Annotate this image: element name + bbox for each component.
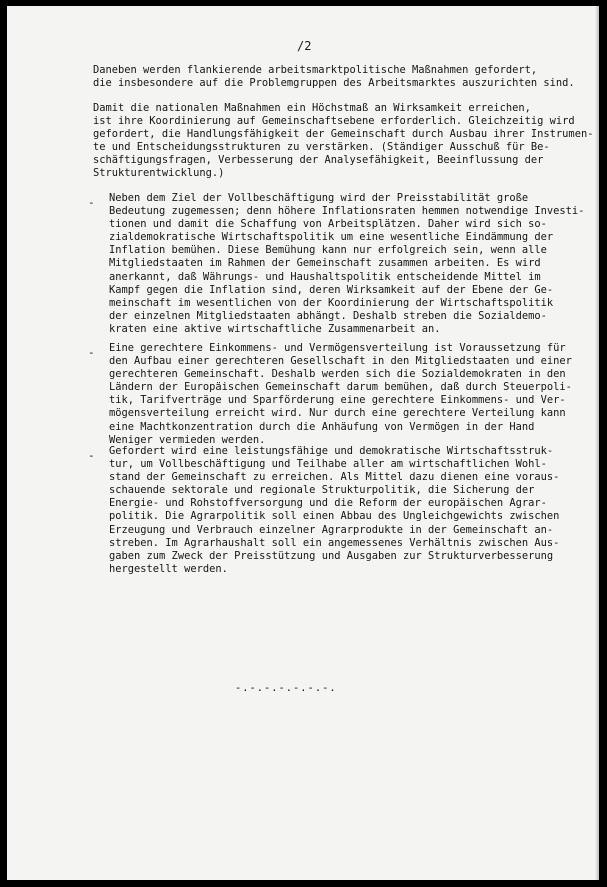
paragraph	[109, 445, 599, 576]
text-line: Kampf gegen die Inflation sind, deren Wirksamkeit auf der Ebene der Ge-	[109, 283, 554, 296]
text-line: tur, um Vollbeschäftigung und Teilhabe aller am wirtschaftlichen Wohl-	[109, 458, 547, 471]
text-line: Gefordert wird eine leistungsfähige und demokratische Wirtschaftsstruk-	[109, 445, 554, 457]
text-line: te und Entscheidungsstrukturen zu verstärken. (Ständiger Ausschuß für Be-	[93, 141, 550, 154]
text-line: mögensverteilung erreicht wird. Nur durch eine gerechtere Verteilung kann	[109, 407, 566, 420]
text-line: kraten eine aktive wirtschaftliche Zusammenarbeit an.	[109, 322, 441, 335]
page-number: /2	[297, 39, 312, 53]
text-line: ist ihre Koordinierung auf Gemeinschaftsebene erforderlich. Gleichzeitig wird	[93, 115, 575, 128]
text-line: hergestellt werden.	[109, 562, 228, 575]
text-line: Bedeutung zugemessen; denn höhere Inflationsraten hemmen notwendige Investi-	[109, 205, 585, 218]
text-line: Neben dem Ziel der Vollbeschäftigung wird der Preisstabilität große	[109, 192, 529, 204]
text-line: tik, Tarifverträge und Sparförderung eine gerechtere Einkommens- und Ver-	[109, 394, 566, 407]
text-line: Erzeugung und Verbrauch einzelner Agrarprodukte in der Gemeinschaft an-	[109, 523, 554, 536]
text-line: gaben zum Zweck der Preisstützung und Ausgaben zur Strukturverbesserung	[109, 549, 554, 562]
text-line: schäftigungsfragen, Verbesserung der Analysefähigkeit, Beeinflussung der	[93, 154, 544, 167]
paragraph	[109, 342, 599, 447]
text-line: meinschaft im wesentlichen von der Koordinierung der Wirtschaftspolitik	[109, 296, 554, 309]
text-line: Mitgliedstaaten im Rahmen der Gemeinschaft zusammen arbeiten. Es wird	[109, 257, 541, 270]
text-line: Energie- und Rohstoffversorgung und die Reform der europäischen Agrar-	[109, 497, 547, 510]
text-line: gerechteren Gemeinschaft. Deshalb werden sich die Sozialdemokraten in den	[109, 368, 566, 381]
paragraph	[109, 192, 599, 336]
text-line: die insbesondere auf die Problemgruppen des Arbeitsmarktes auszurichten sind.	[93, 77, 575, 90]
text-line: schauende sektorale und regionale Strukturpolitik, die Sicherung der	[109, 484, 535, 497]
text-line: Daneben werden flankierende arbeitsmarktpolitische Maßnahmen gefordert,	[93, 64, 538, 76]
text-line: gefordert, die Handlungsfähigkeit der Gemeinschaft durch Ausbau ihrer Instrumen-	[93, 128, 594, 141]
text-line: anerkannt, daß Währungs- und Haushaltspolitik entscheidende Mittel im	[109, 270, 541, 283]
bullet-marker: -	[88, 346, 95, 359]
text-line: Damit die nationalen Maßnahmen ein Höchstmaß an Wirksamkeit erreichen,	[93, 102, 531, 114]
text-line: den Aufbau einer gerechteren Gesellschaft in den Mitgliedstaaten und einer	[109, 355, 572, 368]
paragraph	[93, 102, 599, 181]
text-line: Eine gerechtere Einkommens- und Vermögensverteilung ist Voraussetzung für	[109, 342, 566, 354]
text-line: Weniger vermieden werden.	[109, 433, 266, 446]
closing-divider: -.-.-.-.-.-.-.	[235, 682, 337, 694]
page-edge-shadow	[595, 6, 599, 880]
text-line: Strukturentwicklung.)	[93, 167, 225, 180]
text-line: stand der Gemeinschaft zu erreichen. Als Mittel dazu dienen eine voraus-	[109, 471, 560, 484]
text-line: Ländern der Europäischen Gemeinschaft darum bemühen, daß durch Steuerpoli-	[109, 381, 572, 394]
bullet-marker: -	[88, 449, 95, 462]
text-line: Inflation bemühen. Diese Bemühung kann nur erfolgreich sein, wenn alle	[109, 244, 547, 257]
text-line: politik. Die Agrarpolitik soll einen Abbau des Ungleichgewichts zwischen	[109, 510, 560, 523]
text-line: streben. Im Agrarhaushalt soll ein angemessenes Verhältnis zwischen Aus-	[109, 536, 560, 549]
text-line: der einzelnen Mitgliedstaaten abhängt. Deshalb streben die Sozialdemo-	[109, 309, 547, 322]
text-line: tionen und damit die Schaffung von Arbeitsplätzen. Daher wird sich so-	[109, 218, 547, 231]
paragraph	[93, 64, 599, 90]
text-line: eine Machtkonzentration durch die Anhäufung von Vermögen in der Hand	[109, 420, 535, 433]
document-page	[7, 6, 599, 880]
text-line: zialdemokratische Wirtschaftspolitik um eine wesentliche Eindämmung der	[109, 231, 554, 244]
bullet-marker: -	[88, 196, 95, 209]
